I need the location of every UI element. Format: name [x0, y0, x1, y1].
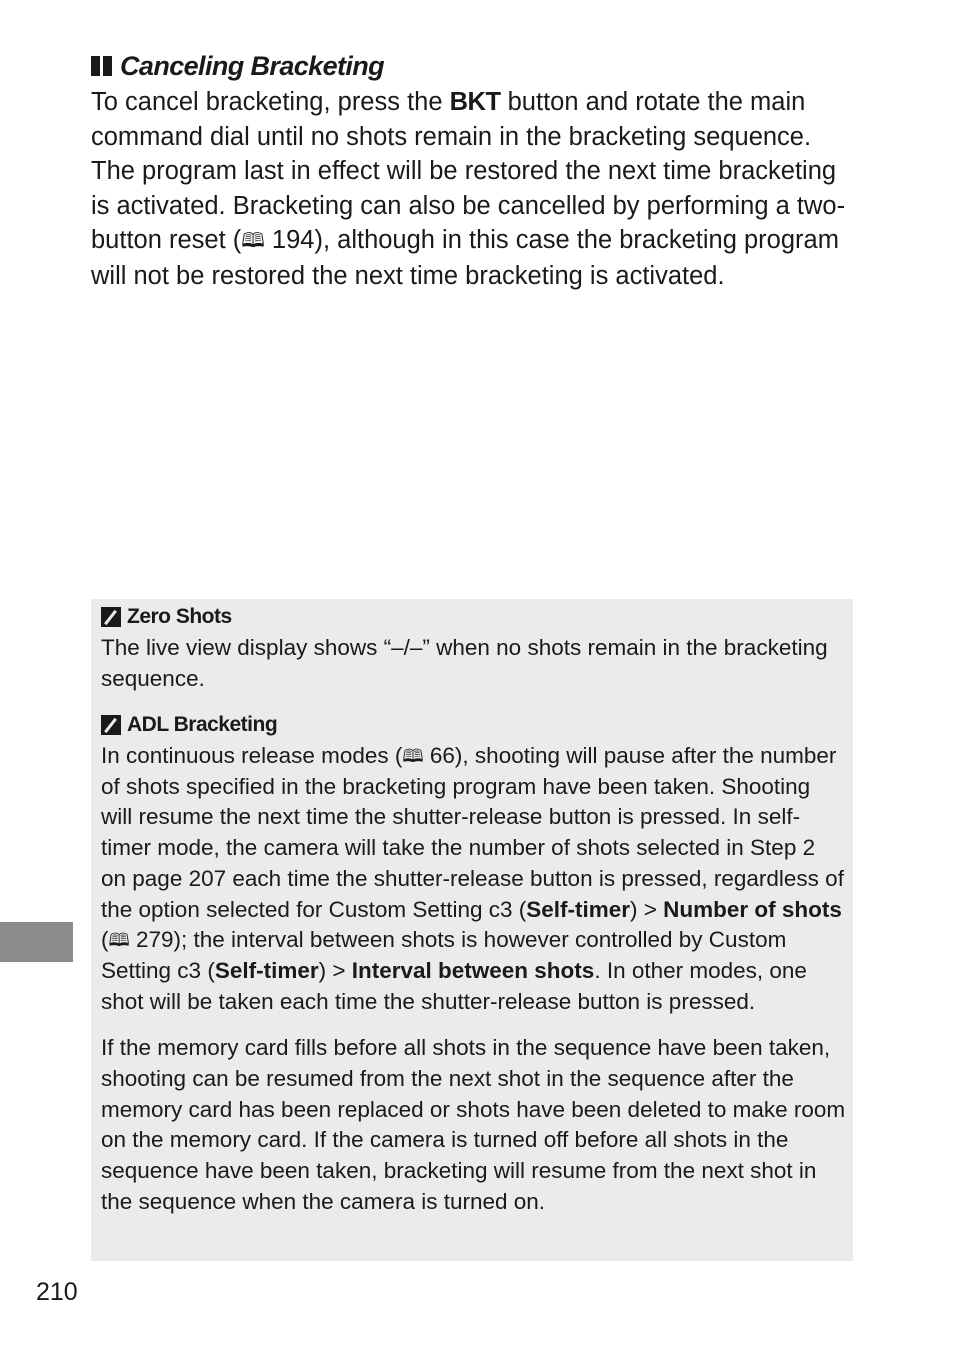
note-title-text: Zero Shots [127, 605, 232, 628]
bkt-button-label: BKT [449, 88, 501, 116]
menu-item-self-timer: Self-timer [526, 896, 631, 922]
menu-item-interval-between-shots: Interval between shots [351, 957, 595, 983]
note-text: If the memory card fills before all shots in the sequence have been taken, shooting can be resumed from the next shot in the sequence after the memory card has been replaced or shots have been deleted to make room on the memory card. If the camera is turned off before all shots in the sequence have been taken, bracketing will resume from the next shot in the sequence when the camera is turned on. [101, 1035, 846, 1214]
note-zero-shots [101, 603, 846, 694]
note-text [101, 741, 846, 1017]
note-text-part: ) > [630, 896, 664, 922]
heading-text: Canceling Bracketing [120, 51, 385, 81]
note-title-text: ADL Bracketing [127, 713, 278, 736]
note-text-part: . In other modes, one shot will be taken each time the shutter-release button is pressed. [101, 957, 807, 1014]
book-reference-icon: 🕮 [241, 230, 265, 253]
section-paragraph [91, 85, 861, 294]
note-adl-bracketing [101, 711, 846, 1218]
note-text-part: 66), shooting will pause after the number of shots specified in the bracketing program have been taken. Shooting will resume the next time the shutter-release button is pressed. In self-timer mode, the camera will take the number of shots selected in Step 2 on page 207 each time the shutter-release button is pressed, regardless of the option selected for Custom Setting c3 ( [101, 743, 844, 922]
note-text-part: ) > [318, 957, 352, 983]
note-text: The live view display shows “–/–” when no shots remain in the bracketing sequence. [101, 635, 828, 691]
note-title [101, 603, 846, 631]
section-heading [91, 48, 861, 84]
book-reference-icon: 🕮 [108, 930, 130, 951]
paragraph-text: To cancel bracketing, press the [91, 88, 450, 116]
note-title [101, 711, 846, 739]
paragraph-text: button and rotate the main command dial until no shots remain in the bracketing sequence. The program last in effect will be restored the next time bracketing is activated. Bracketing can also be cancelled by performing a two-button reset ( [91, 88, 846, 255]
book-reference-icon: 🕮 [402, 746, 424, 766]
heading-marker-icon [91, 56, 112, 76]
menu-item-number-of-shots: Number of shots [663, 896, 842, 922]
note-text-part: 279); the interval between shots is however controlled by Custom Setting c3 ( [101, 927, 787, 983]
menu-item-self-timer: Self-timer [214, 957, 319, 983]
page-number: 210 [36, 1278, 78, 1306]
note-text-part: In continuous release modes ( [101, 743, 403, 768]
notes-box [91, 599, 853, 1261]
note-text-part: ( [101, 927, 109, 953]
paragraph-text: 194), although in this case the bracketing program will not be restored the next time bracketing is activated. [91, 226, 839, 290]
chapter-side-tab [0, 922, 73, 962]
pencil-note-icon [101, 607, 121, 627]
canceling-bracketing-section [91, 48, 861, 294]
pencil-note-icon [101, 715, 121, 735]
